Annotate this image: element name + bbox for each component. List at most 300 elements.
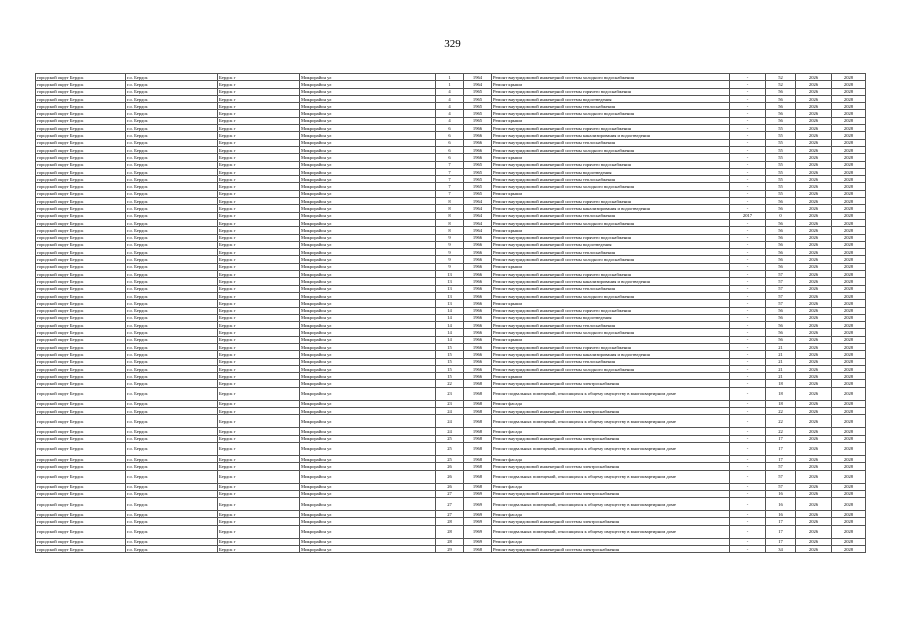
cell-plan-end: 2028 xyxy=(832,387,866,400)
cell-last-repair-year: - xyxy=(730,285,766,292)
cell-cost: 52 xyxy=(766,81,796,88)
cell-year-built: 1965 xyxy=(464,161,492,168)
cell-district: г.о. Бердск xyxy=(126,314,218,321)
cell-last-repair-year: - xyxy=(730,219,766,226)
cell-municipality: городской округ Бердск xyxy=(36,546,126,553)
cell-plan-start: 2026 xyxy=(796,190,832,197)
cell-work-type: Ремонт подвальных помещений, относящихся к общему имуществу в многоквартирном доме xyxy=(492,442,730,455)
cell-plan-end: 2028 xyxy=(832,74,866,81)
cell-settlement: Бердск г xyxy=(218,161,300,168)
cell-district: г.о. Бердск xyxy=(126,511,218,518)
cell-house-number: 24 xyxy=(436,415,464,428)
cell-cost: 22 xyxy=(766,415,796,428)
cell-municipality: городской округ Бердск xyxy=(36,490,126,497)
cell-street: Микрорайон ул xyxy=(300,373,436,380)
cell-plan-end: 2028 xyxy=(832,415,866,428)
cell-cost: 55 xyxy=(766,125,796,132)
cell-street: Микрорайон ул xyxy=(300,132,436,139)
cell-plan-end: 2028 xyxy=(832,490,866,497)
table-row xyxy=(36,546,866,553)
cell-last-repair-year: - xyxy=(730,455,766,462)
cell-plan-start: 2026 xyxy=(796,212,832,219)
cell-settlement: Бердск г xyxy=(218,234,300,241)
cell-year-built: 1966 xyxy=(464,234,492,241)
cell-street: Микрорайон ул xyxy=(300,263,436,270)
cell-house-number: 9 xyxy=(436,241,464,248)
cell-work-type: Ремонт внутридомовой инженерной системы холодного водоснабжения xyxy=(492,292,730,299)
cell-cost: 16 xyxy=(766,498,796,511)
cell-street: Микрорайон ул xyxy=(300,146,436,153)
cell-street: Микрорайон ул xyxy=(300,300,436,307)
cell-municipality: городской округ Бердск xyxy=(36,300,126,307)
cell-house-number: 25 xyxy=(436,455,464,462)
cell-street: Микрорайон ул xyxy=(300,278,436,285)
cell-district: г.о. Бердск xyxy=(126,400,218,407)
cell-municipality: городской округ Бердск xyxy=(36,161,126,168)
cell-plan-start: 2026 xyxy=(796,380,832,387)
cell-plan-start: 2026 xyxy=(796,146,832,153)
cell-year-built: 1966 xyxy=(464,300,492,307)
cell-last-repair-year: - xyxy=(730,154,766,161)
cell-house-number: 28 xyxy=(436,518,464,525)
cell-last-repair-year: - xyxy=(730,292,766,299)
cell-last-repair-year: - xyxy=(730,343,766,350)
cell-cost: 56 xyxy=(766,219,796,226)
cell-work-type: Ремонт фасада xyxy=(492,455,730,462)
cell-street: Микрорайон ул xyxy=(300,110,436,117)
cell-municipality: городской округ Бердск xyxy=(36,518,126,525)
cell-plan-end: 2028 xyxy=(832,343,866,350)
cell-last-repair-year: - xyxy=(730,249,766,256)
cell-plan-start: 2026 xyxy=(796,546,832,553)
cell-plan-end: 2028 xyxy=(832,483,866,490)
cell-cost: 17 xyxy=(766,538,796,545)
cell-municipality: городской округ Бердск xyxy=(36,442,126,455)
cell-year-built: 1964 xyxy=(464,81,492,88)
cell-work-type: Ремонт внутридомовой инженерной системы канализирования и водоотведения xyxy=(492,205,730,212)
cell-last-repair-year: - xyxy=(730,176,766,183)
cell-cost: 56 xyxy=(766,336,796,343)
table-row xyxy=(36,351,866,358)
cell-district: г.о. Бердск xyxy=(126,336,218,343)
cell-cost: 21 xyxy=(766,365,796,372)
cell-work-type: Ремонт внутридомовой инженерной системы горячего водоснабжения xyxy=(492,234,730,241)
cell-municipality: городской округ Бердск xyxy=(36,146,126,153)
cell-district: г.о. Бердск xyxy=(126,498,218,511)
cell-street: Микрорайон ул xyxy=(300,483,436,490)
cell-year-built: 1966 xyxy=(464,329,492,336)
cell-work-type: Ремонт внутридомовой инженерной системы теплоснабжения xyxy=(492,322,730,329)
table-row xyxy=(36,490,866,497)
table-row xyxy=(36,95,866,102)
cell-street: Микрорайон ул xyxy=(300,103,436,110)
cell-district: г.о. Бердск xyxy=(126,365,218,372)
cell-district: г.о. Бердск xyxy=(126,117,218,124)
cell-municipality: городской округ Бердск xyxy=(36,538,126,545)
cell-plan-start: 2026 xyxy=(796,343,832,350)
cell-settlement: Бердск г xyxy=(218,428,300,435)
cell-settlement: Бердск г xyxy=(218,271,300,278)
cell-street: Микрорайон ул xyxy=(300,168,436,175)
cell-house-number: 23 xyxy=(436,400,464,407)
cell-district: г.о. Бердск xyxy=(126,442,218,455)
cell-municipality: городской округ Бердск xyxy=(36,125,126,132)
cell-plan-end: 2028 xyxy=(832,139,866,146)
cell-house-number: 6 xyxy=(436,139,464,146)
cell-work-type: Ремонт внутридомовой инженерной системы холодного водоснабжения xyxy=(492,74,730,81)
cell-cost: 52 xyxy=(766,74,796,81)
cell-last-repair-year: - xyxy=(730,132,766,139)
cell-work-type: Ремонт внутридомовой инженерной системы холодного водоснабжения xyxy=(492,256,730,263)
cell-district: г.о. Бердск xyxy=(126,490,218,497)
cell-plan-start: 2026 xyxy=(796,292,832,299)
cell-work-type: Ремонт внутридомовой инженерной системы теплоснабжения xyxy=(492,285,730,292)
cell-district: г.о. Бердск xyxy=(126,358,218,365)
cell-house-number: 14 xyxy=(436,322,464,329)
cell-plan-end: 2028 xyxy=(832,168,866,175)
cell-street: Микрорайон ул xyxy=(300,343,436,350)
cell-cost: 56 xyxy=(766,249,796,256)
cell-house-number: 24 xyxy=(436,408,464,415)
cell-municipality: городской округ Бердск xyxy=(36,241,126,248)
cell-street: Микрорайон ул xyxy=(300,498,436,511)
cell-house-number: 14 xyxy=(436,336,464,343)
table-row xyxy=(36,219,866,226)
cell-year-built: 1968 xyxy=(464,442,492,455)
cell-municipality: городской округ Бердск xyxy=(36,415,126,428)
cell-last-repair-year: - xyxy=(730,198,766,205)
cell-plan-start: 2026 xyxy=(796,314,832,321)
cell-plan-start: 2026 xyxy=(796,168,832,175)
cell-street: Микрорайон ул xyxy=(300,314,436,321)
cell-year-built: 1968 xyxy=(464,483,492,490)
cell-district: г.о. Бердск xyxy=(126,256,218,263)
cell-plan-end: 2028 xyxy=(832,103,866,110)
cell-work-type: Ремонт крыши xyxy=(492,81,730,88)
cell-plan-end: 2028 xyxy=(832,176,866,183)
cell-street: Микрорайон ул xyxy=(300,358,436,365)
cell-street: Микрорайон ул xyxy=(300,234,436,241)
cell-settlement: Бердск г xyxy=(218,435,300,442)
cell-work-type: Ремонт подвальных помещений, относящихся к общему имуществу в многоквартирном доме xyxy=(492,470,730,483)
cell-plan-end: 2028 xyxy=(832,125,866,132)
cell-settlement: Бердск г xyxy=(218,400,300,407)
cell-work-type: Ремонт подвальных помещений, относящихся к общему имуществу в многоквартирном доме xyxy=(492,387,730,400)
cell-plan-start: 2026 xyxy=(796,234,832,241)
table-row xyxy=(36,373,866,380)
cell-municipality: городской округ Бердск xyxy=(36,380,126,387)
cell-street: Микрорайон ул xyxy=(300,256,436,263)
cell-municipality: городской округ Бердск xyxy=(36,463,126,470)
cell-year-built: 1969 xyxy=(464,538,492,545)
cell-work-type: Ремонт внутридомовой инженерной системы теплоснабжения xyxy=(492,212,730,219)
cell-municipality: городской округ Бердск xyxy=(36,176,126,183)
cell-plan-start: 2026 xyxy=(796,483,832,490)
cell-house-number: 9 xyxy=(436,263,464,270)
cell-work-type: Ремонт внутридомовой инженерной системы водоотведения xyxy=(492,314,730,321)
cell-district: г.о. Бердск xyxy=(126,190,218,197)
cell-street: Микрорайон ул xyxy=(300,212,436,219)
table-row xyxy=(36,146,866,153)
cell-cost: 57 xyxy=(766,271,796,278)
cell-year-built: 1968 xyxy=(464,400,492,407)
cell-work-type: Ремонт внутридомовой инженерной системы горячего водоснабжения xyxy=(492,198,730,205)
cell-year-built: 1964 xyxy=(464,205,492,212)
cell-house-number: 6 xyxy=(436,125,464,132)
table-row xyxy=(36,227,866,234)
table-row xyxy=(36,415,866,428)
cell-district: г.о. Бердск xyxy=(126,132,218,139)
cell-municipality: городской округ Бердск xyxy=(36,256,126,263)
cell-last-repair-year: - xyxy=(730,256,766,263)
cell-district: г.о. Бердск xyxy=(126,455,218,462)
cell-street: Микрорайон ул xyxy=(300,125,436,132)
cell-cost: 18 xyxy=(766,387,796,400)
cell-year-built: 1968 xyxy=(464,380,492,387)
cell-last-repair-year: - xyxy=(730,365,766,372)
cell-district: г.о. Бердск xyxy=(126,241,218,248)
cell-settlement: Бердск г xyxy=(218,538,300,545)
cell-house-number: 7 xyxy=(436,176,464,183)
cell-house-number: 1 xyxy=(436,81,464,88)
cell-municipality: городской округ Бердск xyxy=(36,285,126,292)
cell-cost: 55 xyxy=(766,168,796,175)
cell-plan-end: 2028 xyxy=(832,358,866,365)
table-row xyxy=(36,249,866,256)
table-row xyxy=(36,442,866,455)
cell-plan-start: 2026 xyxy=(796,285,832,292)
cell-settlement: Бердск г xyxy=(218,154,300,161)
cell-plan-start: 2026 xyxy=(796,219,832,226)
cell-settlement: Бердск г xyxy=(218,498,300,511)
cell-work-type: Ремонт внутридомовой инженерной системы холодного водоснабжения xyxy=(492,110,730,117)
cell-district: г.о. Бердск xyxy=(126,470,218,483)
cell-settlement: Бердск г xyxy=(218,415,300,428)
cell-plan-end: 2028 xyxy=(832,292,866,299)
cell-work-type: Ремонт фасада xyxy=(492,511,730,518)
cell-district: г.о. Бердск xyxy=(126,176,218,183)
cell-work-type: Ремонт внутридомовой инженерной системы холодного водоснабжения xyxy=(492,183,730,190)
cell-settlement: Бердск г xyxy=(218,300,300,307)
cell-house-number: 15 xyxy=(436,373,464,380)
cell-plan-end: 2028 xyxy=(832,161,866,168)
cell-municipality: городской округ Бердск xyxy=(36,455,126,462)
cell-plan-start: 2026 xyxy=(796,125,832,132)
cell-last-repair-year: - xyxy=(730,408,766,415)
cell-house-number: 14 xyxy=(436,307,464,314)
cell-last-repair-year: - xyxy=(730,278,766,285)
cell-municipality: городской округ Бердск xyxy=(36,365,126,372)
table-row xyxy=(36,511,866,518)
cell-last-repair-year: 2017 xyxy=(730,212,766,219)
cell-plan-end: 2028 xyxy=(832,212,866,219)
table-row xyxy=(36,498,866,511)
cell-municipality: городской округ Бердск xyxy=(36,117,126,124)
cell-plan-start: 2026 xyxy=(796,95,832,102)
cell-district: г.о. Бердск xyxy=(126,95,218,102)
cell-plan-end: 2028 xyxy=(832,351,866,358)
cell-cost: 57 xyxy=(766,463,796,470)
cell-work-type: Ремонт фасада xyxy=(492,400,730,407)
cell-cost: 22 xyxy=(766,408,796,415)
cell-year-built: 1966 xyxy=(464,125,492,132)
cell-house-number: 6 xyxy=(436,154,464,161)
cell-cost: 56 xyxy=(766,103,796,110)
cell-last-repair-year: - xyxy=(730,81,766,88)
cell-last-repair-year: - xyxy=(730,183,766,190)
cell-district: г.о. Бердск xyxy=(126,343,218,350)
table-row xyxy=(36,365,866,372)
cell-settlement: Бердск г xyxy=(218,74,300,81)
cell-house-number: 27 xyxy=(436,490,464,497)
cell-year-built: 1966 xyxy=(464,278,492,285)
cell-district: г.о. Бердск xyxy=(126,88,218,95)
cell-street: Микрорайон ул xyxy=(300,546,436,553)
cell-municipality: городской округ Бердск xyxy=(36,329,126,336)
cell-last-repair-year: - xyxy=(730,483,766,490)
cell-year-built: 1969 xyxy=(464,518,492,525)
cell-last-repair-year: - xyxy=(730,435,766,442)
cell-plan-end: 2028 xyxy=(832,442,866,455)
cell-street: Микрорайон ул xyxy=(300,161,436,168)
cell-plan-start: 2026 xyxy=(796,307,832,314)
cell-year-built: 1965 xyxy=(464,190,492,197)
cell-cost: 17 xyxy=(766,455,796,462)
cell-year-built: 1965 xyxy=(464,88,492,95)
cell-last-repair-year: - xyxy=(730,125,766,132)
cell-year-built: 1966 xyxy=(464,154,492,161)
cell-year-built: 1968 xyxy=(464,463,492,470)
cell-year-built: 1965 xyxy=(464,103,492,110)
cell-house-number: 28 xyxy=(436,525,464,538)
table-row xyxy=(36,241,866,248)
cell-house-number: 15 xyxy=(436,351,464,358)
cell-street: Микрорайон ул xyxy=(300,365,436,372)
table-row xyxy=(36,161,866,168)
cell-municipality: городской округ Бердск xyxy=(36,132,126,139)
table-row xyxy=(36,380,866,387)
cell-house-number: 13 xyxy=(436,278,464,285)
cell-house-number: 4 xyxy=(436,88,464,95)
cell-plan-start: 2026 xyxy=(796,470,832,483)
cell-house-number: 26 xyxy=(436,463,464,470)
table-row xyxy=(36,525,866,538)
cell-plan-end: 2028 xyxy=(832,285,866,292)
cell-street: Микрорайон ул xyxy=(300,470,436,483)
cell-plan-start: 2026 xyxy=(796,117,832,124)
cell-cost: 57 xyxy=(766,483,796,490)
cell-cost: 56 xyxy=(766,227,796,234)
cell-street: Микрорайон ул xyxy=(300,205,436,212)
cell-district: г.о. Бердск xyxy=(126,183,218,190)
cell-municipality: городской округ Бердск xyxy=(36,139,126,146)
cell-cost: 56 xyxy=(766,234,796,241)
cell-settlement: Бердск г xyxy=(218,314,300,321)
cell-municipality: городской округ Бердск xyxy=(36,168,126,175)
cell-work-type: Ремонт внутридомовой инженерной системы теплоснабжения xyxy=(492,249,730,256)
cell-last-repair-year: - xyxy=(730,373,766,380)
cell-work-type: Ремонт внутридомовой инженерной системы канализирования и водоотведения xyxy=(492,278,730,285)
cell-cost: 34 xyxy=(766,546,796,553)
cell-municipality: городской округ Бердск xyxy=(36,314,126,321)
table-row xyxy=(36,205,866,212)
cell-house-number: 13 xyxy=(436,271,464,278)
cell-street: Микрорайон ул xyxy=(300,285,436,292)
cell-last-repair-year: - xyxy=(730,518,766,525)
cell-municipality: городской округ Бердск xyxy=(36,212,126,219)
cell-plan-end: 2028 xyxy=(832,538,866,545)
cell-settlement: Бердск г xyxy=(218,470,300,483)
cell-house-number: 7 xyxy=(436,190,464,197)
cell-plan-start: 2026 xyxy=(796,271,832,278)
cell-street: Микрорайон ул xyxy=(300,81,436,88)
cell-district: г.о. Бердск xyxy=(126,351,218,358)
table-row xyxy=(36,329,866,336)
table-body xyxy=(36,74,866,553)
cell-house-number: 4 xyxy=(436,117,464,124)
table-row xyxy=(36,483,866,490)
cell-plan-start: 2026 xyxy=(796,435,832,442)
table-row xyxy=(36,139,866,146)
cell-plan-end: 2028 xyxy=(832,400,866,407)
cell-district: г.о. Бердск xyxy=(126,271,218,278)
cell-plan-end: 2028 xyxy=(832,132,866,139)
table-row xyxy=(36,125,866,132)
cell-plan-start: 2026 xyxy=(796,428,832,435)
cell-municipality: городской округ Бердск xyxy=(36,271,126,278)
cell-last-repair-year: - xyxy=(730,400,766,407)
cell-settlement: Бердск г xyxy=(218,442,300,455)
cell-settlement: Бердск г xyxy=(218,343,300,350)
cell-plan-start: 2026 xyxy=(796,455,832,462)
cell-street: Микрорайон ул xyxy=(300,190,436,197)
cell-house-number: 8 xyxy=(436,212,464,219)
cell-municipality: городской округ Бердск xyxy=(36,190,126,197)
cell-settlement: Бердск г xyxy=(218,408,300,415)
cell-district: г.о. Бердск xyxy=(126,212,218,219)
cell-house-number: 26 xyxy=(436,483,464,490)
cell-work-type: Ремонт внутридомовой инженерной системы теплоснабжения xyxy=(492,176,730,183)
cell-work-type: Ремонт внутридомовой инженерной системы водоотведения xyxy=(492,168,730,175)
cell-plan-start: 2026 xyxy=(796,154,832,161)
cell-year-built: 1966 xyxy=(464,263,492,270)
cell-district: г.о. Бердск xyxy=(126,408,218,415)
cell-district: г.о. Бердск xyxy=(126,292,218,299)
cell-plan-end: 2028 xyxy=(832,154,866,161)
cell-cost: 56 xyxy=(766,307,796,314)
cell-settlement: Бердск г xyxy=(218,183,300,190)
cell-work-type: Ремонт внутридомовой инженерной системы канализирования и водоотведения xyxy=(492,351,730,358)
cell-last-repair-year: - xyxy=(730,241,766,248)
table-row xyxy=(36,263,866,270)
cell-plan-end: 2028 xyxy=(832,183,866,190)
cell-cost: 57 xyxy=(766,278,796,285)
cell-last-repair-year: - xyxy=(730,146,766,153)
cell-settlement: Бердск г xyxy=(218,88,300,95)
cell-last-repair-year: - xyxy=(730,387,766,400)
cell-plan-start: 2026 xyxy=(796,373,832,380)
cell-district: г.о. Бердск xyxy=(126,161,218,168)
cell-year-built: 1965 xyxy=(464,168,492,175)
table-row xyxy=(36,74,866,81)
cell-last-repair-year: - xyxy=(730,117,766,124)
cell-settlement: Бердск г xyxy=(218,483,300,490)
cell-cost: 56 xyxy=(766,110,796,117)
cell-plan-start: 2026 xyxy=(796,300,832,307)
cell-plan-start: 2026 xyxy=(796,241,832,248)
cell-plan-end: 2028 xyxy=(832,307,866,314)
cell-settlement: Бердск г xyxy=(218,198,300,205)
